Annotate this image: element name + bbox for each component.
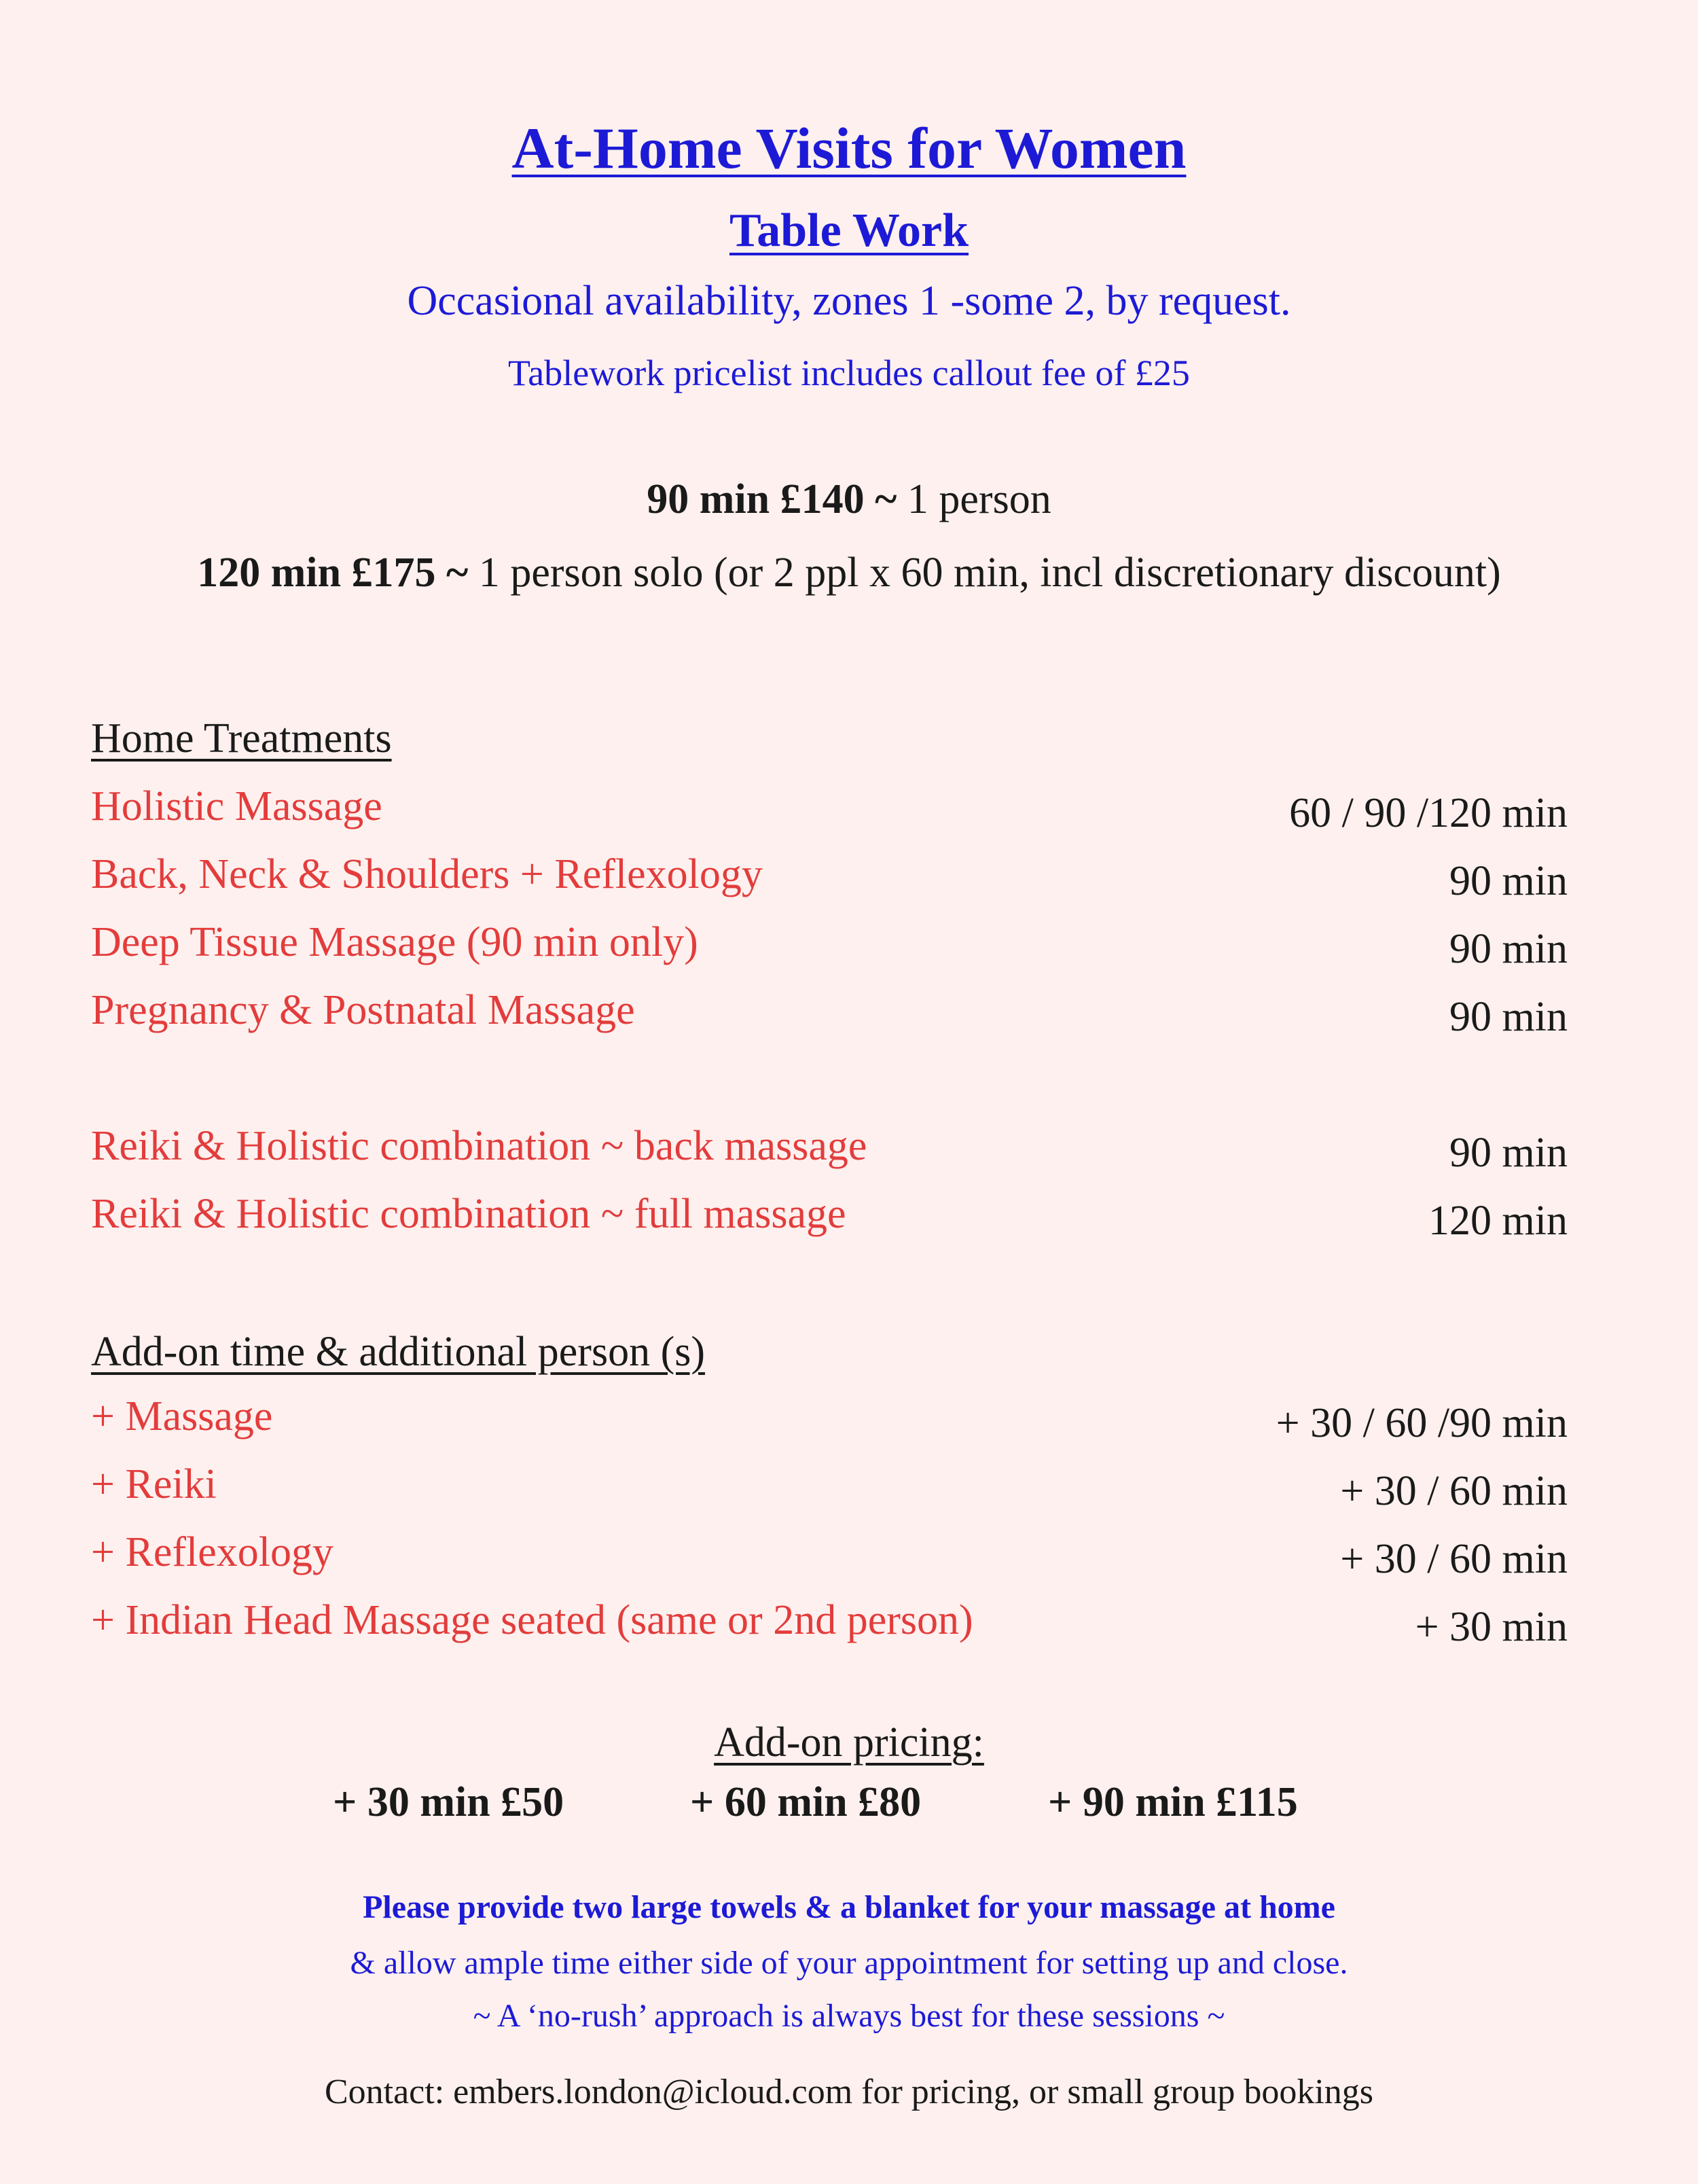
availability-note: Occasional availability, zones 1 -some 2, by request.: [407, 278, 1291, 324]
addon-price-60: + 60 min £80: [690, 1779, 922, 1825]
addon-name: + Reiki: [91, 1461, 217, 1507]
addon-price-30: + 30 min £50: [333, 1779, 564, 1825]
callout-fee-note: Tablework pricelist includes callout fee of £25: [508, 353, 1190, 393]
time-note: & allow ample time either side of your appointment for setting up and close.: [350, 1945, 1348, 1981]
addon-name: + Indian Head Massage seated (same or 2nd person): [91, 1597, 973, 1643]
addon-row: [91, 1461, 1568, 1515]
treatment-row: [91, 1190, 1568, 1245]
treatment-duration: 90 min: [1449, 1130, 1568, 1176]
price-line-90: 90 min £140 ~ 1 person: [647, 476, 1051, 522]
addon-name: + Massage: [91, 1393, 273, 1439]
treatment-row: [91, 851, 1568, 905]
addon-duration: + 30 min: [1415, 1604, 1568, 1650]
treatment-duration: 90 min: [1449, 858, 1568, 904]
addon-name: + Reflexology: [91, 1529, 333, 1575]
treatment-name: Pregnancy & Postnatal Massage: [91, 987, 635, 1033]
home-treatments-heading: Home Treatments: [91, 715, 392, 762]
treatment-name: Back, Neck & Shoulders + Reflexology: [91, 851, 763, 897]
addon-pricing-heading: Add-on pricing:: [714, 1719, 984, 1766]
treatment-row: [91, 1122, 1568, 1177]
treatment-name: Reiki & Holistic combination ~ back massage: [91, 1123, 867, 1169]
addon-duration: + 30 / 60 /90 min: [1276, 1400, 1568, 1446]
addon-price-90: + 90 min £115: [1048, 1779, 1298, 1825]
treatment-row: [91, 783, 1568, 837]
treatment-row: [91, 986, 1568, 1041]
addons-heading: Add-on time & additional person (s): [91, 1329, 705, 1375]
towels-note: Please provide two large towels & a blanket for your massage at home: [363, 1889, 1335, 1925]
treatment-name: Reiki & Holistic combination ~ full massage: [91, 1191, 846, 1237]
addon-duration: + 30 / 60 min: [1340, 1468, 1568, 1514]
contact-line: Contact: embers.london@icloud.com for pricing, or small group bookings: [324, 2073, 1374, 2111]
treatment-duration: 90 min: [1449, 994, 1568, 1040]
treatment-duration: 60 / 90 /120 min: [1289, 790, 1568, 836]
treatment-name: Deep Tissue Massage (90 min only): [91, 919, 698, 965]
price-line-120: 120 min £175 ~ 1 person solo (or 2 ppl x 60 min, incl discretionary discount): [197, 550, 1501, 596]
addon-row: [91, 1596, 1568, 1651]
treatment-duration: 90 min: [1449, 926, 1568, 972]
page-title: At-Home Visits for Women: [511, 115, 1187, 181]
page-subtitle: Table Work: [729, 204, 969, 257]
addon-row: [91, 1528, 1568, 1583]
no-rush-note: ~ A ‘no-rush’ approach is always best for these sessions ~: [473, 1998, 1225, 2034]
addon-row: [91, 1393, 1568, 1447]
treatment-name: Holistic Massage: [91, 783, 382, 829]
treatment-row: [91, 918, 1568, 973]
addon-pricing-row: [0, 1778, 1698, 1833]
addon-duration: + 30 / 60 min: [1340, 1536, 1568, 1582]
treatment-duration: 120 min: [1428, 1198, 1568, 1244]
